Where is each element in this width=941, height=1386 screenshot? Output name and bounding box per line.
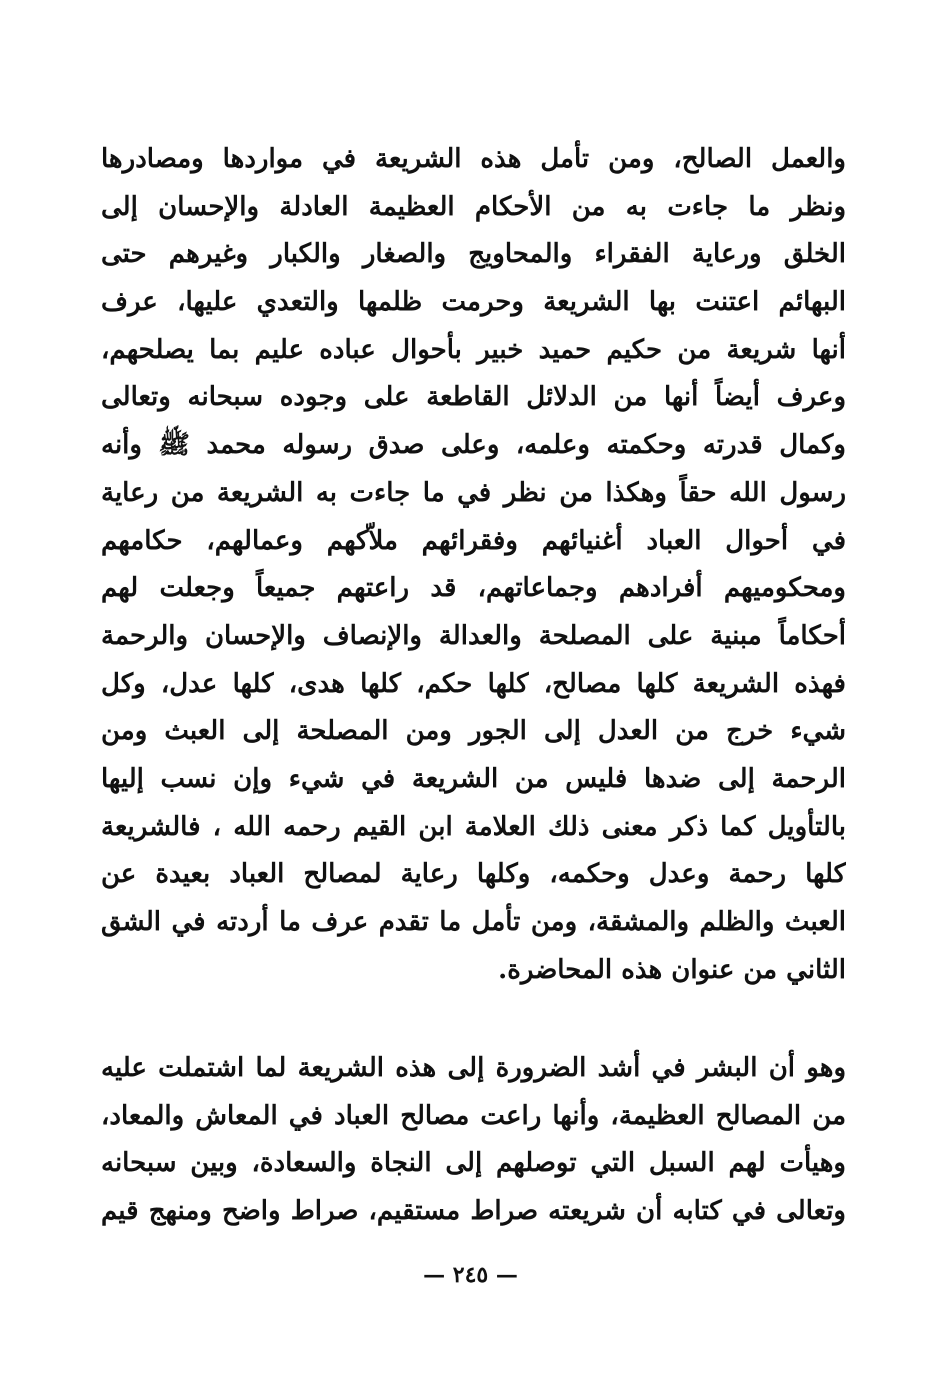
text-line: بالتأويل كما ذكر معنى ذلك العلامة ابن القيم رحمه الله ، فالشريعة (101, 811, 846, 842)
text-line: ونظر ما جاءت به من الأحكام العظيمة العادلة والإحسان إلى (101, 191, 846, 222)
text-line: فهذه الشريعة كلها مصالح، كلها حكم، كلها هدى، كلها عدل، وكل (101, 668, 846, 699)
paragraph-1 (101, 136, 846, 994)
text-line: رسول الله حقاً وهكذا من نظر في ما جاءت به الشريعة من رعاية (101, 477, 846, 508)
text-line: من المصالح العظيمة، وأنها راعت مصالح العباد في المعاش والمعاد، (101, 1100, 846, 1131)
text-line: الثاني من عنوان هذه المحاضرة. (498, 954, 846, 985)
text-line: وهيأت لهم السبل التي توصلهم إلى النجاة والسعادة، وبين سبحانه (101, 1148, 846, 1179)
text-line: والعمل الصالح، ومن تأمل هذه الشريعة في مواردها ومصادرها (101, 144, 846, 174)
text-line: وعرف أيضاً أنها من الدلائل القاطعة على وجوده سبحانه وتعالى (101, 382, 846, 413)
text-line: الخلق ورعاية الفقراء والمحاويج والصغار والكبار وغيرهم حتى (101, 239, 846, 270)
text-line: وهو أن البشر في أشد الضرورة إلى هذه الشريعة لما اشتملت عليه (101, 1053, 846, 1083)
text-line: أحكاماً مبنية على المصلحة والعدالة والإنصاف والإحسان والرحمة (101, 620, 846, 651)
text-line: شيء خرج من العدل إلى الجور ومن المصلحة إلى العبث ومن (101, 716, 846, 747)
paragraph-2 (101, 1045, 846, 1236)
text-line: ومحكوميهم أفرادهم وجماعاتهم، قد راعتهم جميعاً وجعلت لهم (101, 573, 846, 604)
text-line: في أحوال العباد أغنيائهم وفقرائهم ملاّكهم وعمالهم، حكامهم (101, 525, 846, 556)
text-line: أنها شريعة من حكيم حميد خبير بأحوال عباده عليم بما يصلحهم، (101, 334, 846, 365)
text-line: الرحمة إلى ضدها فليس من الشريعة في شيء وإن نسب إليها (101, 763, 846, 794)
text-line: وكمال قدرته وحكمته وعلمه، وعلى صدق رسوله محمد ﷺ وأنه (101, 430, 846, 461)
page-number: — ٢٤٥ — (423, 1262, 518, 1288)
text-line: كلها رحمة وعدل وحكمه، وكلها رعاية لمصالح العباد بعيدة عن (101, 859, 846, 890)
text-line: البهائم اعتنت بها الشريعة وحرمت ظلمها والتعدي عليها، عرف (101, 287, 846, 318)
text-line: العبث والظلم والمشقة، ومن تأمل ما تقدم عرف ما أردته في الشق (101, 907, 846, 937)
text-line: وتعالى في كتابه أن شريعته صراط مستقيم، صراط واضح ومنهج قيم (101, 1196, 846, 1227)
